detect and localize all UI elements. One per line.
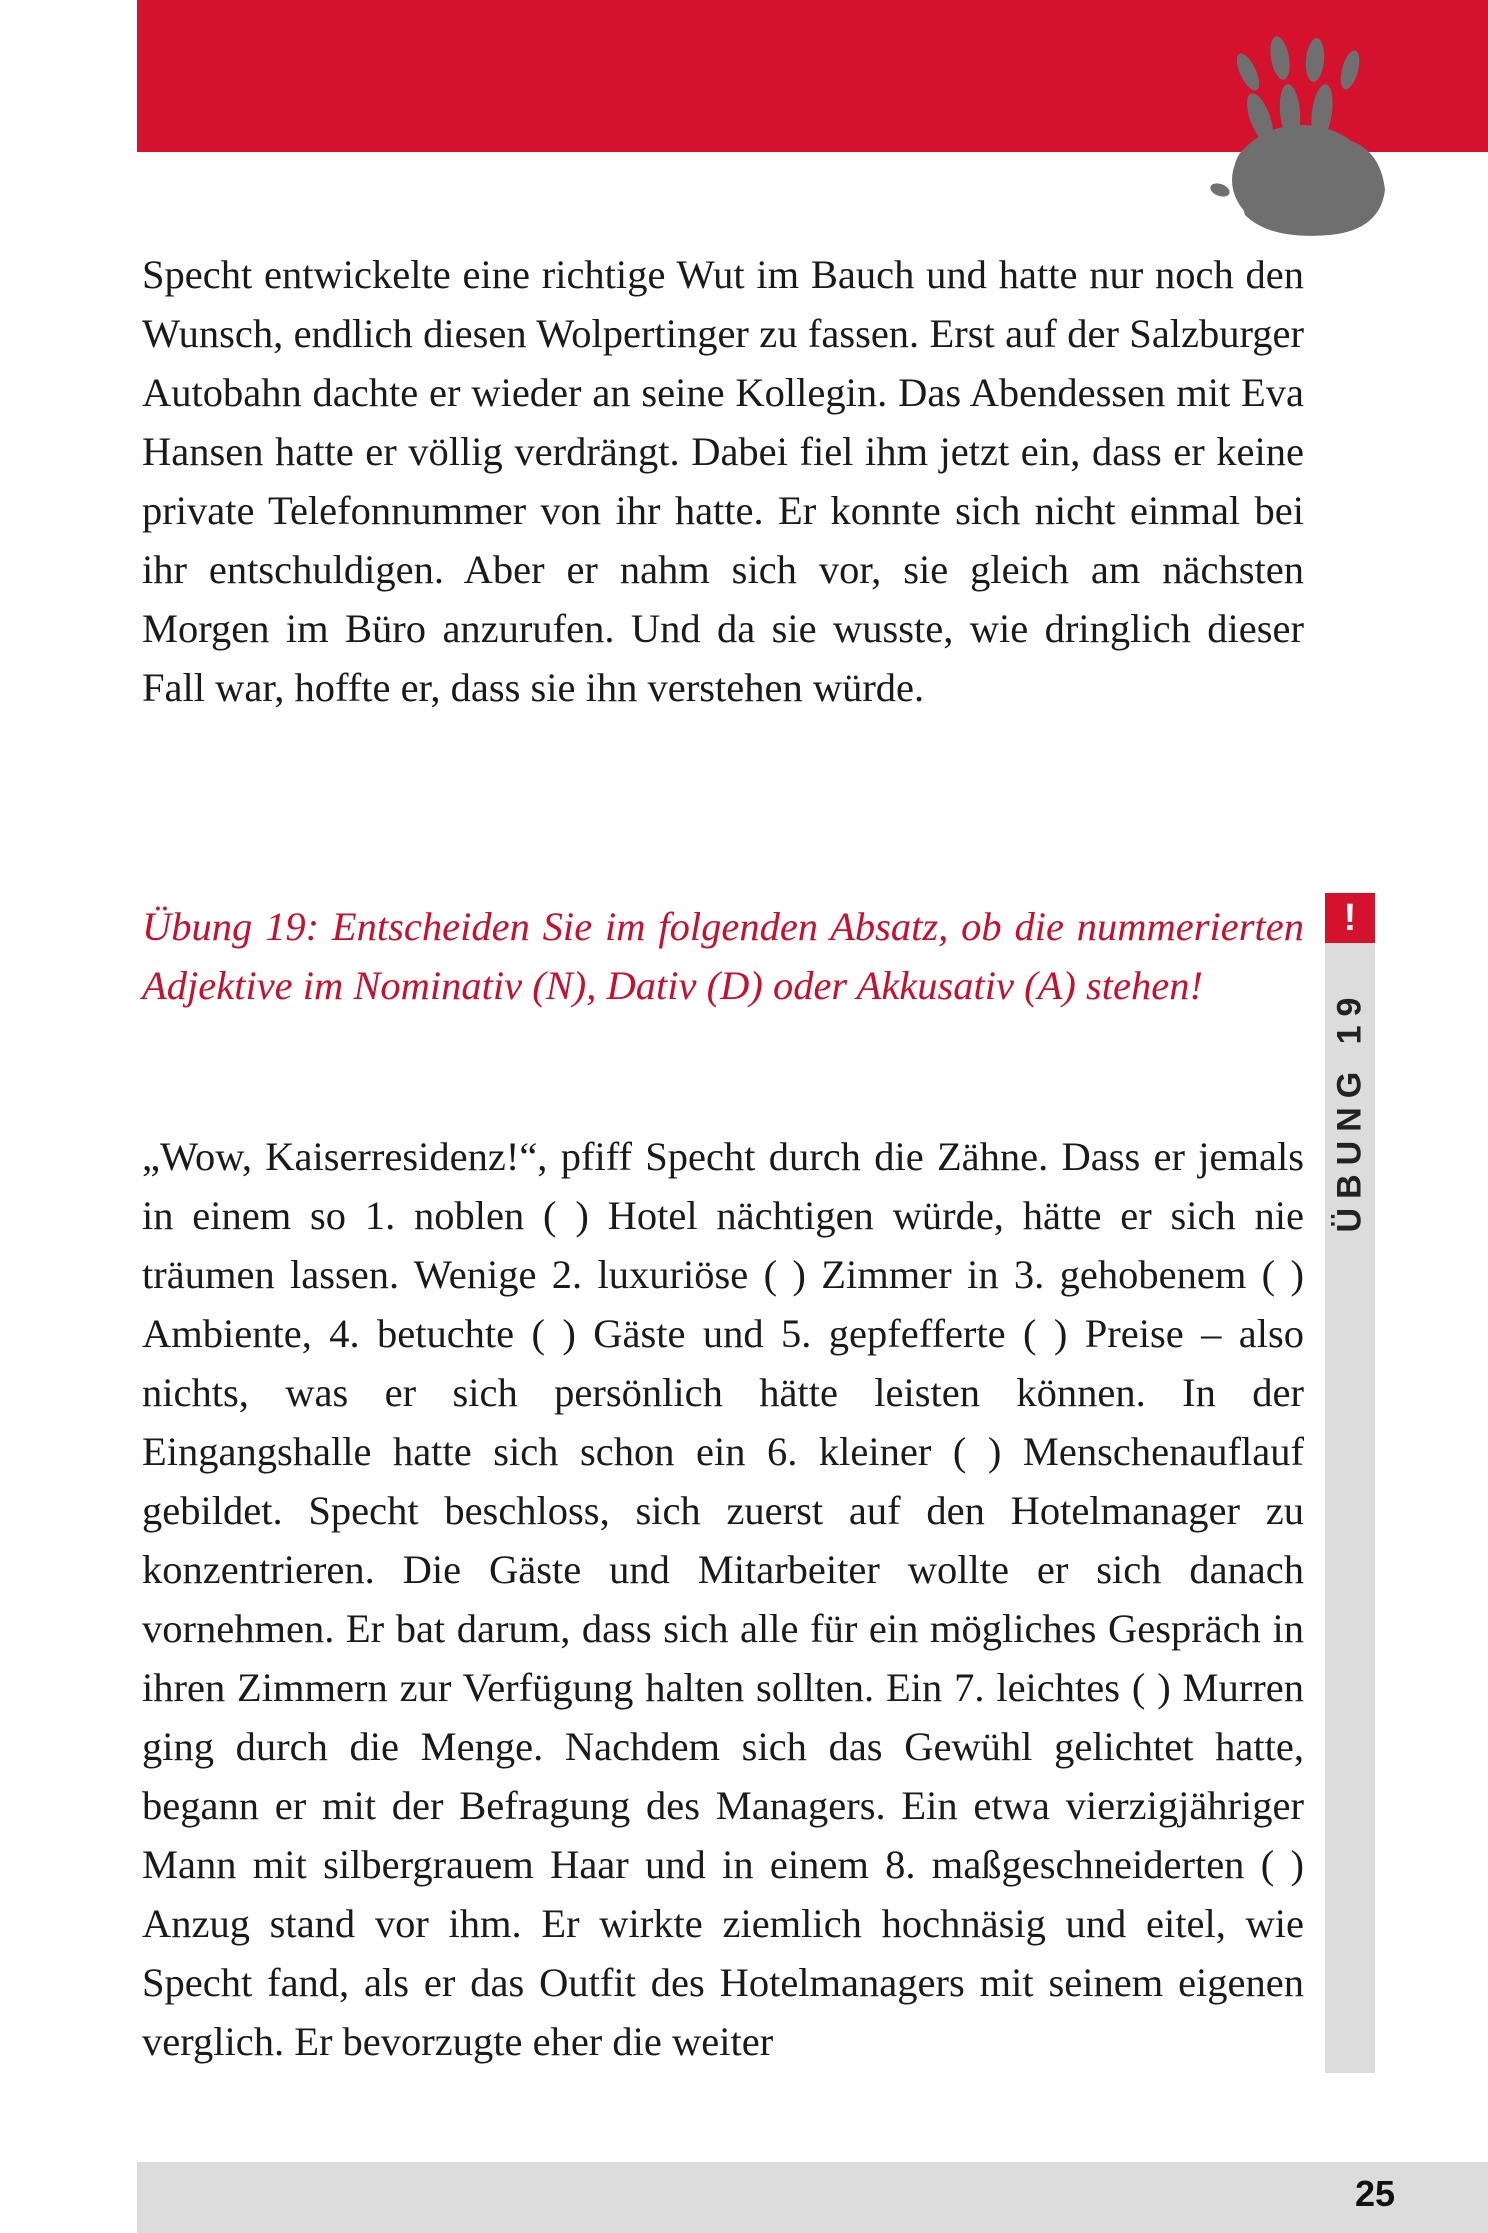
exercise-instruction: Übung 19: Entscheiden Sie im folgenden Absatz, ob die nummerierten Adjektive im Nominativ (N), Dativ (D) oder Akkusativ (A) stehen! [142, 904, 1304, 1008]
handprint-icon [1190, 30, 1400, 245]
side-tab-label: ÜBUNG 19 [1330, 988, 1369, 1232]
footer-bar [137, 2162, 1488, 2233]
page-number: 25 [1354, 2173, 1395, 2214]
story-paragraph-1: Specht entwickelte eine richtige Wut im Bauch und hatte nur noch den Wunsch, endlich diesen Wolpertinger zu fassen. Erst auf der Salzburger Autobahn dachte er wieder an seine Kollegin. Das Abendessen mit Eva Hansen hatte er völlig verdrängt. Dabei fiel ihm jetzt ein, dass er keine private Telefonnummer von ihr hatte. Er konnte sich nicht einmal bei ihr entschuldigen. Aber er nahm sich vor, sie gleich am nächsten Morgen im Büro anzurufen. Und da sie wusste, wie dringlich dieser Fall war, hoffte er, dass sie ihn verstehen würde. [142, 252, 1304, 710]
story-paragraph-2: „Wow, Kaiserresidenz!“, pfiff Specht durch die Zähne. Dass er jemals in einem so 1. noblen ( ) Hotel nächtigen würde, hätte er sich nie träumen lassen. Wenige 2. luxuriöse ( ) Zimmer in 3. gehobenem ( ) Ambiente, 4. betuchte ( ) Gäste und 5. gepfefferte ( ) Preise – also nichts, was er sich persönlich hätte leisten können. In der Eingangshalle hatte sich schon ein 6. kleiner ( ) Menschenauflauf gebildet. Specht beschloss, sich zuerst auf den Hotelmanager zu konzentrieren. Die Gäste und Mitarbeiter wollte er sich danach vornehmen. Er bat darum, dass sich alle für ein mögliches Gespräch in ihren Zimmern zur Verfügung halten sollten. Ein 7. leichtes ( ) Murren ging durch die Menge. Nachdem sich das Gewühl gelichtet hatte, begann er mit der Befragung des Managers. Ein etwa vierzigjähriger Mann mit silbergrauem Haar und in einem 8. maßgeschneiderten ( ) Anzug stand vor ihm. Er wirkte ziemlich hochnäsig und eitel, wie Specht fand, als er das Outfit des Hotelmanagers mit seinem eigenen verglich. Er bevorzugte eher die weiter [142, 1134, 1304, 2064]
side-tab-label-container [1325, 960, 1375, 1260]
exclamation-mark-icon: ! [1325, 893, 1375, 943]
